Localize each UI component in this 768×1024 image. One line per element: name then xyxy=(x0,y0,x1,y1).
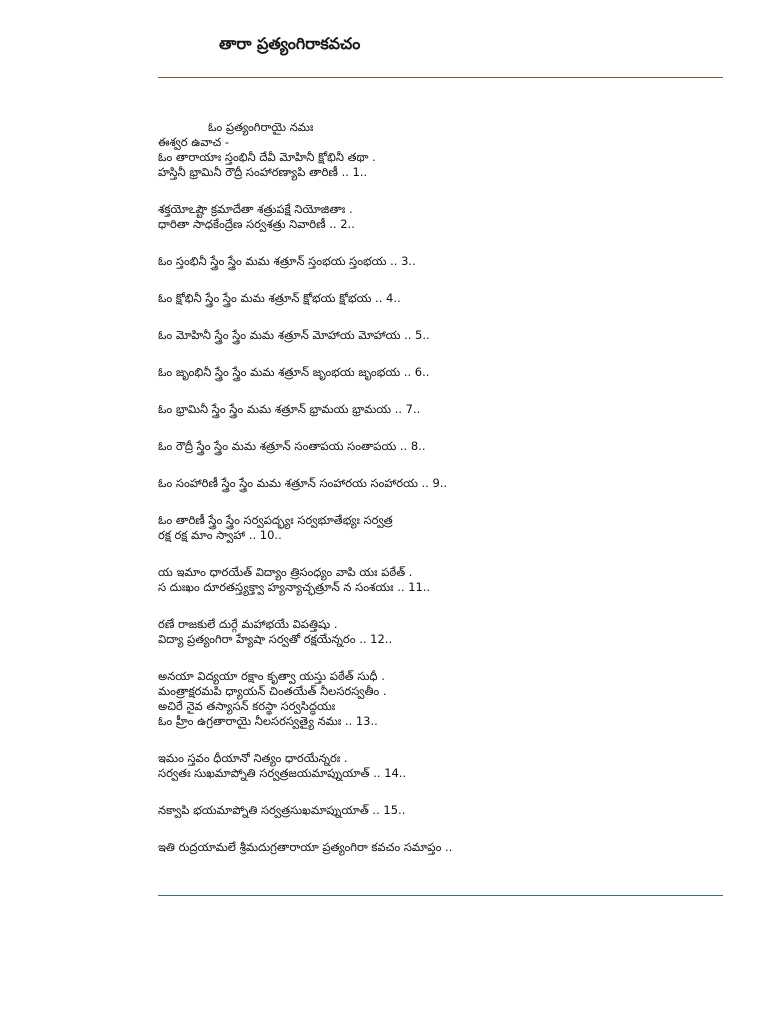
verse-line: ఓం హ్రీం ఉగ్రతారాయై నీలసరస్వత్యై నమః .. 13.. xyxy=(158,714,378,728)
verse-line: విద్యా ప్రత్యంగిరా హ్యేషా సర్వతో రక్షయేన్నరం .. 12.. xyxy=(158,632,393,646)
page-title: తారా ప్రత్యంగిరాకవచం xyxy=(219,34,361,53)
verse-line: ఈశ్వర ఉవాచ - xyxy=(158,135,229,149)
verse-stanza xyxy=(158,291,723,306)
verse-line: ఓం భ్రామినీ స్త్రేం స్త్రేం మమ శత్రూన్ భ్రామయ భ్రామయ .. 7.. xyxy=(158,402,421,416)
verse-line: శక్తయోఽష్టౌ క్రమాదేతా శత్రుపక్షే నియోజితాః . xyxy=(158,202,353,216)
bottom-divider xyxy=(158,895,723,896)
verse-stanza xyxy=(158,254,723,269)
verse-line: ఓం క్షోభినీ స్త్రేం స్త్రేం మమ శత్రూన్ క్షోభయ క్షోభయ .. 4.. xyxy=(158,291,401,305)
verse-stanza xyxy=(158,565,723,595)
verse-line: ఓం సంహారిణీ స్త్రేం స్త్రేం మమ శత్రూన్ సంహారయ సంహారయ .. 9.. xyxy=(158,476,448,490)
verse-stanza xyxy=(158,202,723,232)
verse-stanza xyxy=(158,402,723,417)
verse-line: రక్ష రక్ష మాం స్వాహా .. 10.. xyxy=(158,528,282,542)
verse-stanza xyxy=(158,840,723,855)
verse-line: అనయా విద్యయా రక్షాం కృత్వా యస్తు పఠేత్ సుధీ . xyxy=(158,669,385,683)
verse-line: ఓం మోహినీ స్త్రేం స్త్రేం మమ శత్రూన్ మోహాయ మోహాయ .. 5.. xyxy=(158,328,430,342)
verse-line: ఓం తారిణీ స్త్రేం స్త్రేం సర్వపద్భ్యః సర్వభూతేభ్యః సర్వత్ర xyxy=(158,513,393,527)
verse-line: రణే రాజకులే దుర్గే మహాభయే విపత్తిషు . xyxy=(158,617,338,631)
verse-stanza xyxy=(158,365,723,380)
verse-stanza xyxy=(158,439,723,454)
verse-stanza xyxy=(158,476,723,491)
verse-line: నక్వాపి భయమాప్నోతి సర్వత్రసుఖమాప్నుయాత్ .. 15.. xyxy=(158,803,406,817)
verse-line: స దుఃఖం దూరతస్త్యక్త్వా హ్యన్యాచ్ఛత్రూన్ న సంశయః .. 11.. xyxy=(158,580,431,594)
verse-line: ఇతి రుద్రయామలే శ్రీమదుగ్రతారాయా ప్రత్యంగిరా కవచం సమాప్తం .. xyxy=(158,840,453,854)
verse-line: ధారితా సాధకేంద్రేణ సర్వశత్రు నివారిణీ .. 2.. xyxy=(158,217,355,231)
invocation-line: ఓం ప్రత్యంగిరాయై నమః xyxy=(208,120,314,134)
verse-line: హస్తినీ భ్రామినీ రౌద్రీ సంహారణ్యాపి తారిణీ .. 1.. xyxy=(158,165,368,179)
verse-stanza xyxy=(158,669,723,729)
verse-line: సర్వతః సుఖమాప్నోతి సర్వత్రజయమాప్నుయాత్ .. 14.. xyxy=(158,766,407,780)
verse-line: ఇమం స్తవం ధీయానో నిత్యం ధారయేన్నరః . xyxy=(158,751,348,765)
verse-stanza xyxy=(158,751,723,781)
verse-line: ఓం రౌద్రీ స్త్రేం స్త్రేం మమ శత్రూన్ సంతాపయ సంతాపయ .. 8.. xyxy=(158,439,426,453)
verse-line: య ఇమాం ధారయేత్ విద్యాం త్రిసంధ్యం వాపి యః పఠేత్ . xyxy=(158,565,413,579)
kavacham-text xyxy=(158,120,723,877)
stanza-list xyxy=(158,135,723,855)
verse-line: ఓం జృంభినీ స్త్రేం స్త్రేం మమ శత్రూన్ జృంభయ జృంభయ .. 6.. xyxy=(158,365,430,379)
verse-stanza xyxy=(158,513,723,543)
top-divider xyxy=(158,77,723,78)
verse-line: ఓం తారాయాః స్తంభినీ దేవీ మోహినీ క్షోభినీ తథా . xyxy=(158,150,376,164)
verse-line: మంత్రాక్షరమపి ధ్యాయన్ చింతయేత్ నీలసరస్వతీం . xyxy=(158,684,387,698)
verse-line: అచిరే నైవ తస్యాసన్ కరస్థా సర్వసిద్ధయః xyxy=(158,699,336,713)
verse-stanza xyxy=(158,328,723,343)
verse-stanza xyxy=(158,617,723,647)
verse-line: ఓం స్తంభినీ స్త్రేం స్త్రేం మమ శత్రూన్ స్తంభయ స్తంభయ .. 3.. xyxy=(158,254,416,268)
verse-stanza xyxy=(158,803,723,818)
verse-stanza xyxy=(158,135,723,180)
